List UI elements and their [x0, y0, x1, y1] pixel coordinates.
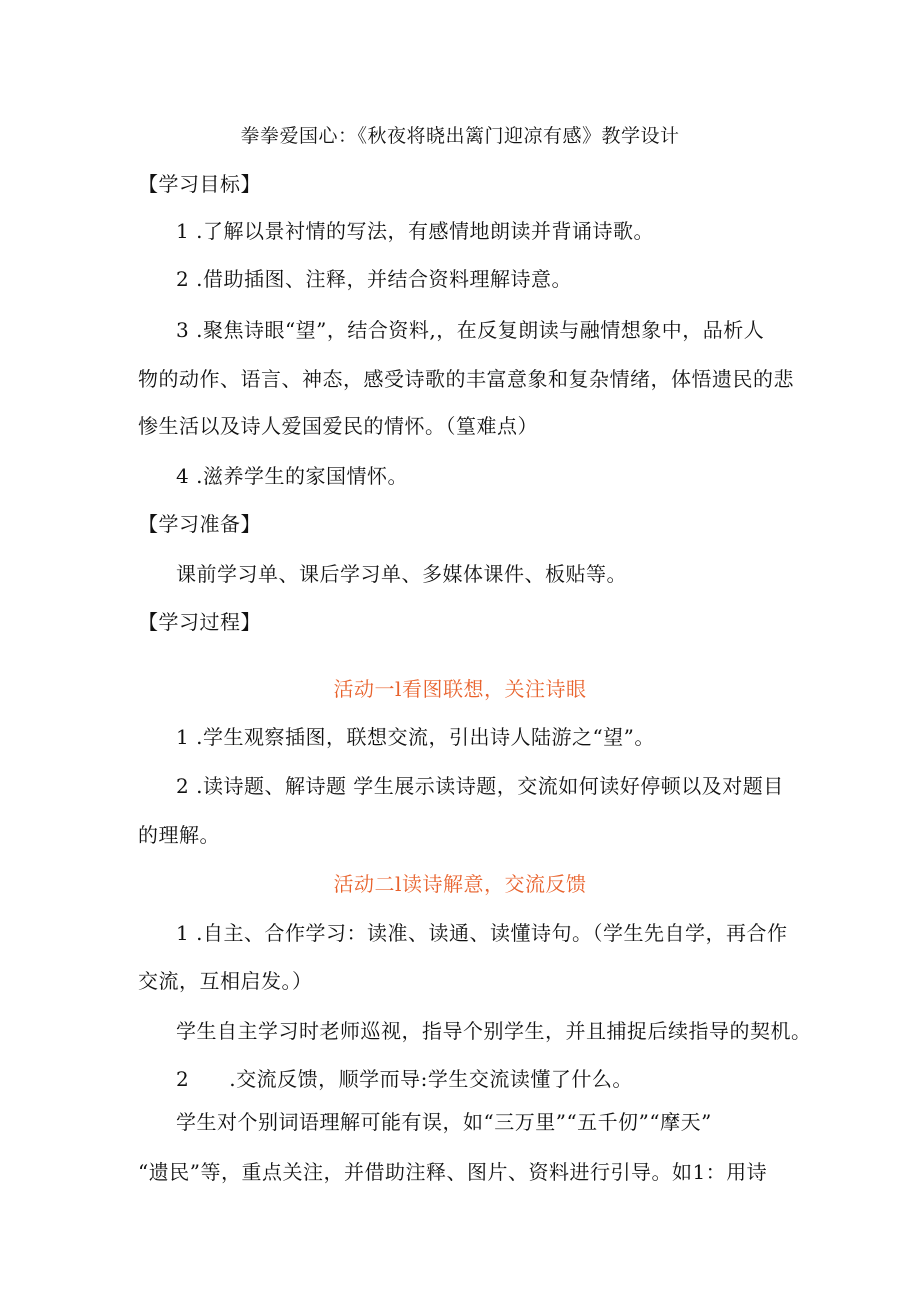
- document-title: 拳拳爱国心：《秋夜将晓出篱门迎凉有感》教学设计: [240, 125, 680, 147]
- objective-3-cont-1: 物的动作、语言、神态，感受诗歌的丰富意象和复杂情绪，体悟遗民的悲: [138, 367, 794, 391]
- activity2-item-2-text: .交流反馈，顺学而导:学生交流读懂了什么。: [229, 1067, 633, 1091]
- activity1-item-2-cont: 的理解。: [138, 823, 220, 847]
- objectives-heading: 【学习目标】: [138, 172, 261, 196]
- objective-3: 3 .聚焦诗眼“望”，结合资料,，在反复朗读与融情想象中，品析人: [176, 318, 765, 342]
- objective-1: 1 .了解以景衬情的写法，有感情地朗读并背诵诗歌。: [176, 219, 654, 243]
- activity2-item-2-number: 2: [176, 1067, 190, 1091]
- preparation-heading: 【学习准备】: [138, 512, 261, 536]
- objective-2: 2 .借助插图、注释，并结合资料理解诗意。: [176, 267, 572, 291]
- objective-3-cont-2: 惨生活以及诗人爱国爱民的情怀。（篁难点）: [138, 414, 538, 438]
- activity1-title: 活动一l看图联想，关注诗眼: [333, 677, 587, 701]
- preparation-text: 课前学习单、课后学习单、多媒体课件、板贴等。: [176, 562, 627, 586]
- activity2-title: 活动二l读诗解意，交流反馈: [333, 872, 587, 896]
- activity2-item-1-cont: 交流，互相启发。）: [138, 969, 313, 993]
- activity1-item-2: 2 .读诗题、解诗题 学生展示读诗题，交流如何读好停顿以及对题目: [176, 774, 784, 798]
- activity2-note: 学生自主学习时老师巡视，指导个别学生，并且捕捉后续指导的契机。: [176, 1019, 812, 1043]
- activity1-item-1: 1 .学生观察插图，联想交流，引出诗人陆游之“望”。: [176, 725, 655, 749]
- process-heading: 【学习过程】: [138, 610, 261, 634]
- activity2-item-2: [176, 1067, 633, 1091]
- objective-4: 4 .滋养学生的家国情怀。: [176, 464, 408, 488]
- activity2-note-2-cont: “遗民”等，重点关注，并借助注释、图片、资料进行引导。如1：用诗: [138, 1160, 768, 1184]
- activity2-note-2: 学生对个别词语理解可能有误，如“三万里”“五千仞”“摩天”: [176, 1110, 712, 1134]
- activity2-item-1: 1 .自主、合作学习：读准、读通、读懂诗句。（学生先自学，再合作: [176, 921, 788, 945]
